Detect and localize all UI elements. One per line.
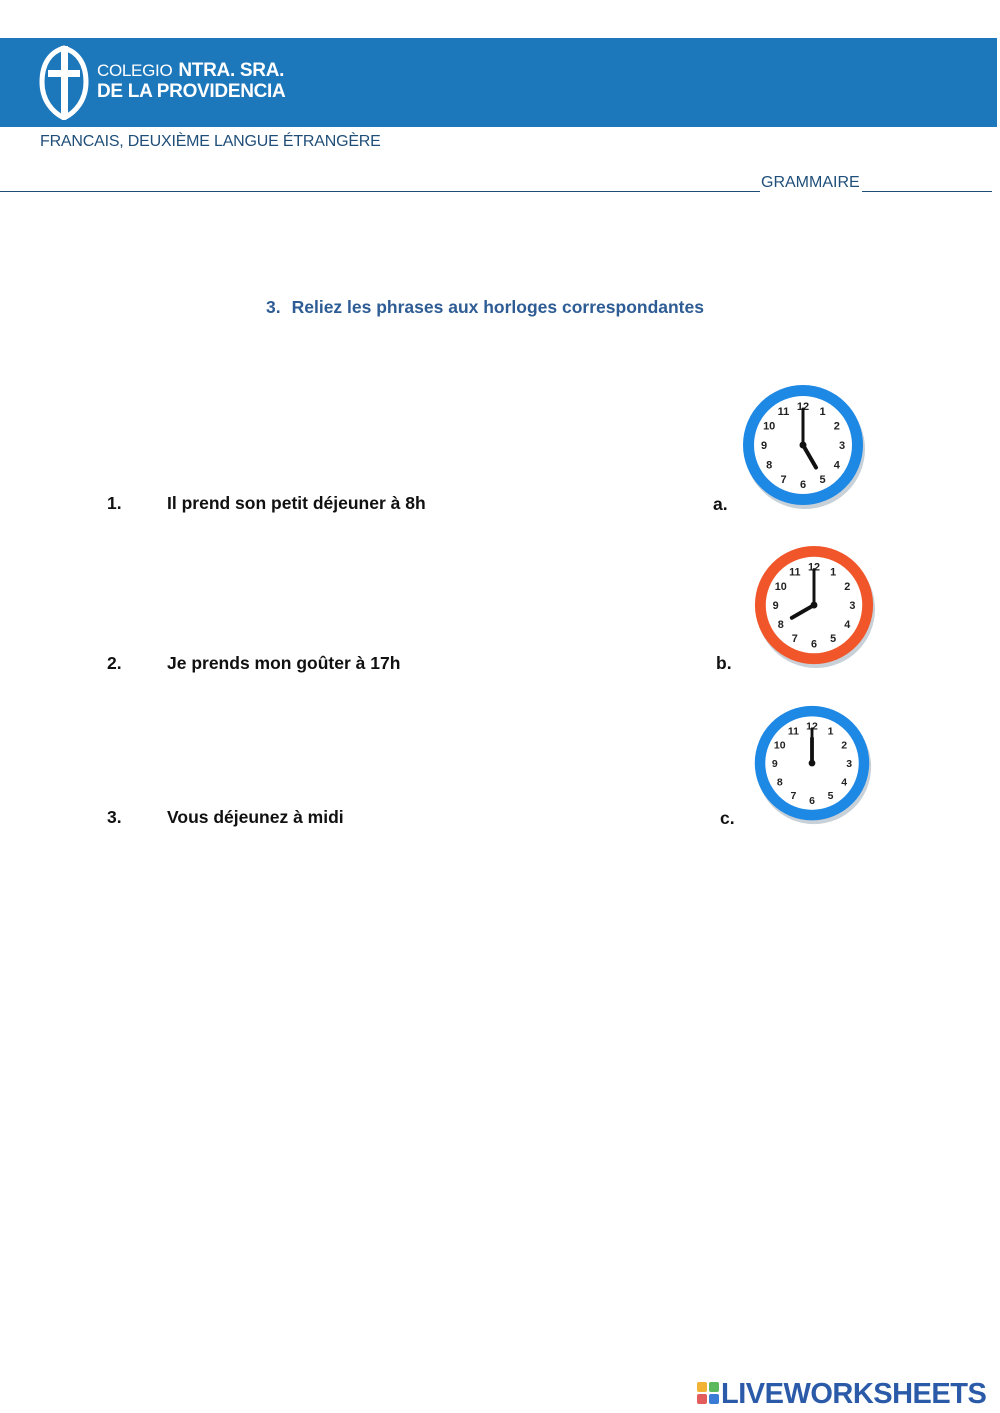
clock-numeral: 2 [833, 420, 840, 433]
logo-ntra-sra: NTRA. SRA. [178, 60, 285, 81]
school-name [97, 60, 285, 102]
clock-numeral: 10 [773, 740, 786, 752]
clock-numeral: 2 [841, 740, 848, 752]
clock-numeral: 2 [844, 580, 851, 593]
clock-numeral: 11 [777, 406, 790, 419]
clock-numeral: 3 [846, 758, 853, 770]
rule-left [0, 191, 760, 192]
rule-right [862, 191, 992, 192]
instruction-text: Reliez les phrases aux horloges correspondantes [291, 297, 704, 317]
clock-numeral: 8 [776, 777, 783, 789]
section-header [0, 174, 992, 194]
clock-numeral: 10 [763, 420, 776, 433]
clock-numeral: 9 [772, 599, 779, 612]
clock-numeral: 1 [830, 566, 837, 579]
clock-numeral: 7 [790, 791, 797, 803]
clock-numeral: 12 [796, 401, 810, 413]
clock-icon [750, 543, 878, 671]
clock-numeral: 10 [774, 580, 787, 593]
sentence-text: Il prend son petit déjeuner à 8h [167, 493, 426, 513]
clock-center [800, 442, 807, 449]
logo-providencia: DE LA PROVIDENCIA [97, 81, 286, 102]
clock-icon [738, 382, 868, 512]
exercise-instruction [266, 297, 704, 318]
clock-numeral: 5 [819, 473, 826, 486]
sentence-number: 1. [107, 493, 122, 513]
clock-numeral: 8 [777, 619, 784, 632]
clock-c[interactable] [750, 703, 874, 827]
clock-numeral: 4 [844, 619, 851, 632]
liveworksheets-brand: LIVEWORKSHEETS [721, 1378, 987, 1410]
clock-numeral: 8 [766, 459, 773, 472]
clock-numeral: 3 [838, 440, 846, 452]
school-logo-icon [36, 44, 92, 120]
clock-numeral: 4 [833, 459, 840, 472]
clock-a[interactable] [738, 382, 868, 512]
sentence-text: Vous déjeunez à midi [167, 807, 344, 827]
clock-numeral: 5 [827, 791, 834, 803]
clock-numeral: 9 [771, 758, 778, 770]
sentence-item[interactable] [0, 653, 700, 677]
liveworksheets-icon [697, 1382, 719, 1404]
clock-b[interactable] [750, 543, 878, 671]
clock-numeral: 5 [830, 633, 837, 646]
clock-numeral: 6 [809, 796, 815, 808]
clock-center [811, 602, 818, 609]
clock-numeral: 11 [789, 566, 801, 579]
sentence-text: Je prends mon goûter à 17h [167, 653, 401, 673]
subject-title: FRANCAIS, DEUXIÈME LANGUE ÉTRANGÈRE [40, 133, 381, 150]
clock-letter-c: c. [720, 808, 735, 828]
clock-numeral: 7 [791, 633, 798, 646]
clock-numeral: 9 [760, 440, 768, 452]
header-banner [0, 38, 997, 127]
clock-numeral: 12 [807, 561, 821, 574]
clock-numeral: 12 [806, 721, 818, 733]
clock-letter-a: a. [713, 494, 728, 514]
clock-numeral: 11 [787, 726, 799, 738]
exercise-number: 3. [266, 297, 281, 317]
clock-numeral: 1 [827, 726, 834, 738]
clock-numeral: 3 [849, 599, 856, 612]
sentence-item[interactable] [0, 493, 700, 517]
sentence-item[interactable] [0, 807, 700, 831]
sentence-number: 3. [107, 807, 122, 827]
clock-numeral: 7 [780, 473, 787, 486]
section-title: GRAMMAIRE [761, 174, 860, 191]
clock-numeral: 6 [810, 638, 818, 651]
clock-numeral: 4 [841, 777, 848, 789]
clock-numeral: 1 [819, 406, 826, 419]
clock-icon [750, 703, 874, 827]
clock-center [809, 760, 816, 767]
logo-colegio: COLEGIO [97, 61, 173, 80]
clock-numeral: 6 [799, 479, 807, 491]
clock-letter-b: b. [716, 653, 732, 673]
sentence-number: 2. [107, 653, 122, 673]
